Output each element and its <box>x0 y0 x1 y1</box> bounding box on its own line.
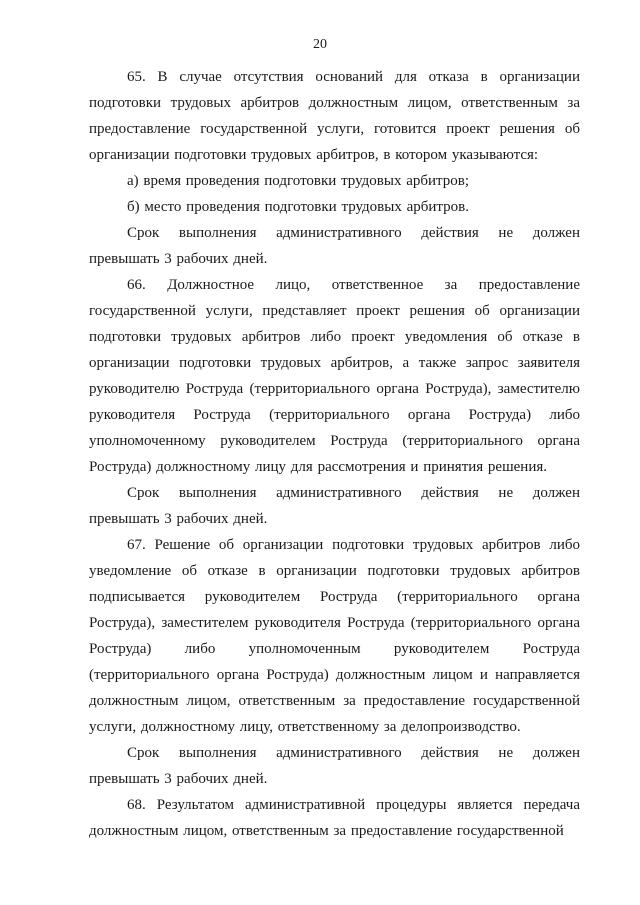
deadline-paragraph: Срок выполнения административного действия не должен превышать 3 рабочих дней. <box>89 485 580 527</box>
paragraph-67: 67. Решение об организации подготовки трудовых арбитров либо уведомление об отказе в организации подготовки трудовых арбитров подписывается руководителем Роструда (территориального органа Роструда), заместителем руководителя Роструда (территориального органа Роструда) либо уполномоченным руководителем Роструда (территориального органа Роструда) должностным лицом и направляется должностным лицом, ответственным за предоставление государственной услуги, должностному лицу, ответственному за делопроизводство. <box>89 537 580 735</box>
paragraph-66: 66. Должностное лицо, ответственное за предоставление государственной услуги, представляет проект решения об организации подготовки трудовых арбитров либо проект уведомления об отказе в организации подготовки трудовых арбитров, а также запрос заявителя руководителю Роструда (территориального органа Роструда), заместителю руководителя Роструда (территориального органа Роструда) либо уполномоченному руководителем Роструда (территориального органа Роструда) должностному лицу для рассмотрения и принятия решения. <box>89 277 580 475</box>
list-item-a: а) время проведения подготовки трудовых арбитров; <box>127 173 470 189</box>
deadline-paragraph: Срок выполнения административного действия не должен превышать 3 рабочих дней. <box>89 745 580 787</box>
page-number: 20 <box>313 37 327 52</box>
paragraph-68: 68. Результатом административной процедуры является передача должностным лицом, ответственным за предоставление государственной <box>89 797 580 839</box>
document-body <box>89 64 580 844</box>
paragraph-65: 65. В случае отсутствия оснований для отказа в организации подготовки трудовых арбитров должностным лицом, ответственным за предоставление государственной услуги, готовится проект решения об организации подготовки трудовых арбитров, в котором указываются: <box>89 69 580 163</box>
deadline-paragraph: Срок выполнения административного действия не должен превышать 3 рабочих дней. <box>89 225 580 267</box>
list-item-b: б) место проведения подготовки трудовых арбитров. <box>127 199 469 215</box>
